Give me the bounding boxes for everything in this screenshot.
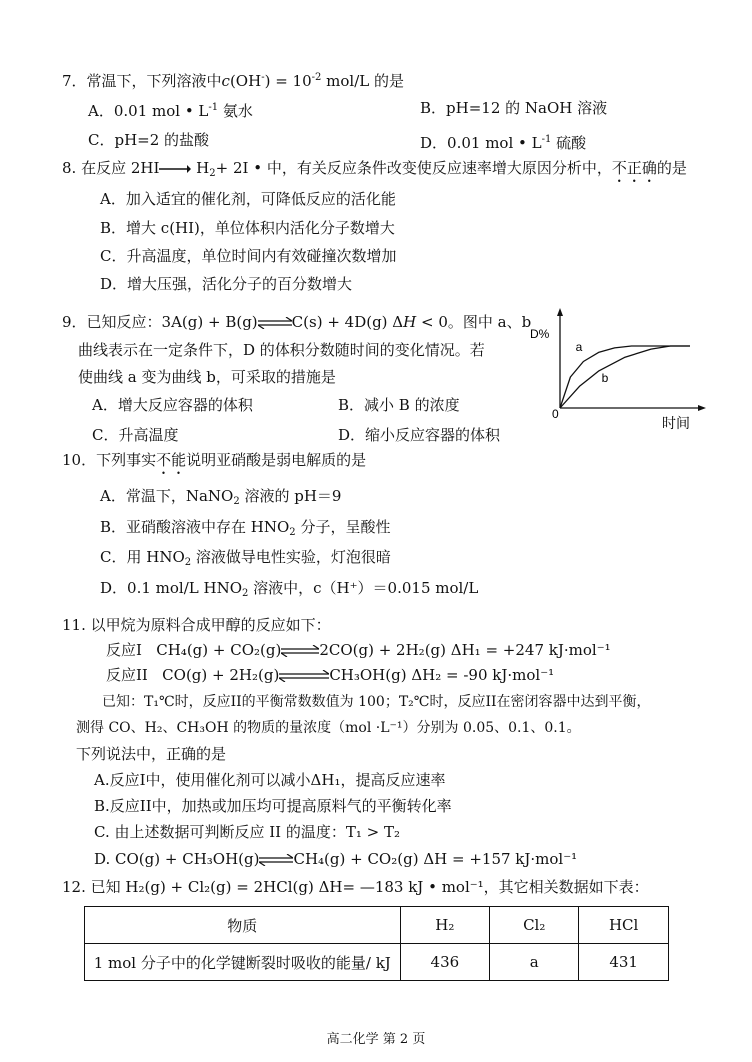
q7-option-b: B．pH=12 的 NaOH 溶液 — [420, 99, 608, 117]
chart-origin-label: 0 — [552, 407, 559, 421]
q9-option-a: A．增大反应容器的体积 — [92, 396, 253, 414]
q10-option-a: A．常温下，NaNO$_2$ 溶液的 pH＝9 — [100, 487, 342, 507]
q9-stem-line3: 使曲线 a 变为曲线 b，可采取的措施是 — [78, 368, 336, 386]
q7-option-a: A．0.01 mol • $L^{-1}$ 氨水 — [88, 102, 253, 120]
q7-option-d: D．0.01 mol • $L^{-1}$ 硫酸 — [420, 134, 587, 152]
table-cell: 1 mol 分子中的化学键断裂时吸收的能量/ kJ — [85, 944, 401, 981]
q7-option-c: C．pH=2 的盐酸 — [88, 131, 210, 149]
q9-option-b: B．减小 B 的浓度 — [338, 396, 460, 414]
chart-y-axis-arrow — [557, 308, 563, 316]
q7-stem: 7．常温下，下列溶液中$c(OH^-) = 10^{-2}$ mol/L 的是 — [62, 72, 404, 90]
emphasis-text: 不正确 — [611, 159, 657, 177]
q9-stem-line2: 曲线表示在一定条件下，D 的体积分数随时间的变化情况。若 — [78, 341, 485, 359]
series-label-a: a — [575, 339, 583, 354]
q11-stem: 11. 以甲烷为原料合成甲醇的反应如下： — [62, 616, 331, 634]
q11-question: 下列说法中，正确的是 — [76, 745, 227, 763]
table-header-cell: Cl₂ — [490, 907, 579, 944]
q11-known-line1: 已知：T₁℃时，反应II的平衡常数数值为 100；T₂℃时，反应II在密闭容器中达到平衡， — [102, 694, 651, 710]
q9-stem-line1: 9．已知反应：3A(g) + B(g) C(s) + 4D(g) ΔH < 0。图中 a、b — [62, 313, 532, 331]
bond-energy-table — [84, 906, 669, 981]
q8-option-a: A．加入适宜的催化剂，可降低反应的活化能 — [100, 190, 396, 208]
q10-option-b: B．亚硝酸溶液中存在 $HNO_2$ 分子，呈酸性 — [100, 518, 391, 538]
table-header-cell: HCl — [579, 907, 669, 944]
q8-option-b: B．增大 c(HI)，单位体积内活化分子数增大 — [100, 219, 395, 237]
chart-x-axis-arrow — [698, 405, 706, 411]
d-percent-vs-time-chart — [522, 304, 712, 432]
q11-reaction-1: 反应I CH₄(g) + CO₂(g) 2CO(g) + 2H₂(g) ΔH₁ = +247 kJ·mol⁻¹ — [106, 641, 611, 659]
page-footer: 高二化学 第 2 页 — [326, 1032, 426, 1047]
emphasis-text: 不能 — [156, 451, 187, 469]
reaction-arrow-icon — [159, 163, 191, 175]
q11-option-c: C. 由上述数据可判断反应 II 的温度：T₁ > T₂ — [94, 823, 401, 841]
table-header-cell: 物质 — [85, 907, 401, 944]
q11-reaction-2: 反应II CO(g) + 2H₂(g) CH₃OH(g) ΔH₂ = -90 kJ·mol⁻¹ — [106, 666, 555, 684]
chart-ylabel: D% — [530, 327, 550, 341]
q10-stem: 10．下列事实不能说明亚硝酸是弱电解质的是 — [62, 451, 367, 469]
table-cell: 436 — [400, 944, 490, 981]
chart-xlabel: 时间 — [662, 415, 690, 431]
q10-option-c: C．用 $HNO_2$ 溶液做导电性实验，灯泡很暗 — [100, 548, 391, 568]
q8-stem: 8. 在反应 2HI $H_2+ 2I$ • 中，有关反应条件改变使反应速率增大原因分析中，不正确的是 — [62, 159, 687, 179]
equilibrium-arrow-icon — [281, 645, 319, 657]
table-header-row — [85, 907, 669, 944]
table-header-cell: H₂ — [400, 907, 490, 944]
series-line-b — [560, 346, 690, 408]
table-cell: 431 — [579, 944, 669, 981]
q11-known-line2: 测得 CO、H₂、CH₃OH 的物质的量浓度（mol ·L⁻¹）分别为 0.05、0.1、0.1。 — [76, 720, 581, 736]
q9-option-d: D．缩小反应容器的体积 — [338, 426, 501, 444]
equilibrium-arrow-icon — [258, 317, 292, 329]
q8-option-d: D．增大压强，活化分子的百分数增大 — [100, 275, 353, 293]
q10-option-d: D．0.1 mol/L $HNO_2$ 溶液中，c（H⁺）＝0.015 mol/L — [100, 579, 479, 599]
series-line-a — [560, 346, 690, 408]
q12-stem: 12. 已知 H₂(g) + Cl₂(g) = 2HCl(g) ΔH= —183 kJ • mol⁻¹，其它相关数据如下表： — [62, 878, 649, 896]
q11-option-d: D. CO(g) + CH₃OH(g) CH₄(g) + CO₂(g) ΔH = +157 kJ·mol⁻¹ — [94, 850, 578, 868]
table-cell: a — [490, 944, 579, 981]
q8-option-c: C．升高温度，单位时间内有效碰撞次数增加 — [100, 247, 397, 265]
equilibrium-arrow-icon — [279, 670, 329, 682]
table-row — [85, 944, 669, 981]
series-label-b: b — [601, 370, 609, 385]
q11-option-b: B.反应II中，加热或加压均可提高原料气的平衡转化率 — [94, 797, 452, 815]
q9-option-c: C．升高温度 — [92, 426, 179, 444]
equilibrium-arrow-icon — [259, 854, 293, 866]
q11-option-a: A.反应I中，使用催化剂可以减小ΔH₁，提高反应速率 — [94, 771, 446, 789]
